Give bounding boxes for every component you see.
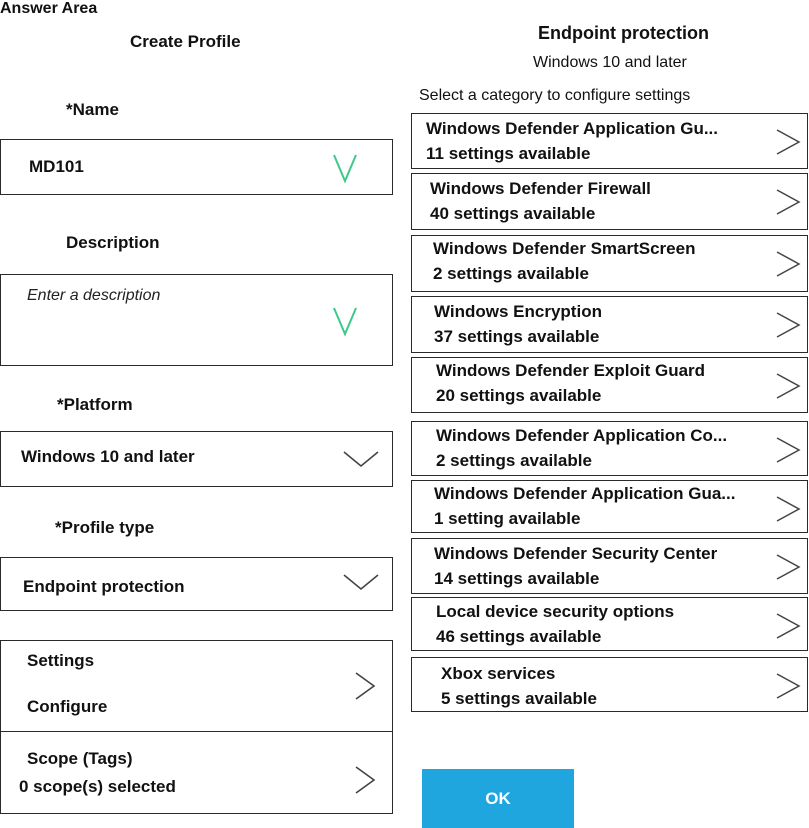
chevron-right-icon <box>775 128 801 156</box>
category-title: Windows Defender Security Center <box>434 544 718 563</box>
chevron-right-icon <box>354 671 376 701</box>
chevron-right-icon <box>775 250 801 278</box>
category-title: Windows Defender Exploit Guard <box>436 361 706 380</box>
valid-check-icon <box>331 305 359 337</box>
category-item-2[interactable] <box>411 235 808 292</box>
chevron-right-icon <box>775 372 801 400</box>
name-label: *Name <box>66 100 119 119</box>
category-count: 11 settings available <box>426 144 591 163</box>
profile-type-value: Endpoint protection <box>23 577 185 596</box>
category-count: 2 settings available <box>433 264 589 283</box>
category-item-6[interactable] <box>411 480 808 533</box>
chevron-down-icon <box>343 573 379 591</box>
category-instruction: Select a category to configure settings <box>419 87 691 104</box>
chevron-right-icon <box>775 495 801 523</box>
category-title: Windows Defender Application Co... <box>436 426 728 445</box>
chevron-right-icon <box>354 765 376 795</box>
chevron-right-icon <box>775 188 801 216</box>
category-count: 1 setting available <box>434 509 581 528</box>
category-count: 14 settings available <box>434 569 600 588</box>
category-item-1[interactable] <box>411 173 808 230</box>
category-item-3[interactable] <box>411 296 808 353</box>
category-title: Local device security options <box>436 602 675 621</box>
answer-area-label: Answer Area <box>0 0 98 17</box>
create-profile-title: Create Profile <box>130 32 241 51</box>
description-label: Description <box>66 233 160 252</box>
category-item-4[interactable] <box>411 357 808 413</box>
profile-type-select[interactable] <box>0 557 393 611</box>
valid-check-icon <box>331 152 359 184</box>
category-count: 5 settings available <box>441 689 597 708</box>
category-count: 37 settings available <box>434 327 600 346</box>
platform-select[interactable] <box>0 431 393 487</box>
category-item-7[interactable] <box>411 538 808 594</box>
scope-row[interactable] <box>0 731 393 814</box>
endpoint-protection-subtitle: Windows 10 and later <box>533 54 687 71</box>
description-placeholder: Enter a description <box>27 287 161 304</box>
settings-value: Configure <box>27 697 108 716</box>
category-count: 20 settings available <box>436 386 602 405</box>
chevron-right-icon <box>775 612 801 640</box>
scope-label: Scope (Tags) <box>27 749 133 768</box>
category-title: Windows Defender Application Gu... <box>426 119 719 138</box>
name-field[interactable] <box>0 139 393 195</box>
platform-label: *Platform <box>57 395 133 414</box>
name-value: MD101 <box>29 157 84 176</box>
category-title: Windows Defender SmartScreen <box>433 239 696 258</box>
platform-value: Windows 10 and later <box>21 447 195 466</box>
settings-label: Settings <box>27 651 95 670</box>
category-title: Windows Defender Application Gua... <box>434 484 736 503</box>
settings-row[interactable] <box>0 640 393 732</box>
category-title: Windows Encryption <box>434 302 602 321</box>
category-item-8[interactable] <box>411 597 808 651</box>
chevron-down-icon <box>343 450 379 468</box>
chevron-right-icon <box>775 436 801 464</box>
category-count: 40 settings available <box>430 204 596 223</box>
profile-type-label: *Profile type <box>55 518 155 537</box>
category-count: 2 settings available <box>436 451 592 470</box>
ok-button[interactable]: OK <box>422 769 574 828</box>
category-title: Windows Defender Firewall <box>430 179 651 198</box>
endpoint-protection-title: Endpoint protection <box>538 23 709 43</box>
description-field[interactable] <box>0 274 393 366</box>
chevron-right-icon <box>775 672 801 700</box>
category-count: 46 settings available <box>436 627 602 646</box>
category-item-9[interactable] <box>411 657 808 712</box>
category-item-5[interactable] <box>411 421 808 476</box>
chevron-right-icon <box>775 311 801 339</box>
category-item-0[interactable] <box>411 113 808 169</box>
scope-value: 0 scope(s) selected <box>19 777 176 796</box>
category-title: Xbox services <box>441 664 556 683</box>
chevron-right-icon <box>775 553 801 581</box>
